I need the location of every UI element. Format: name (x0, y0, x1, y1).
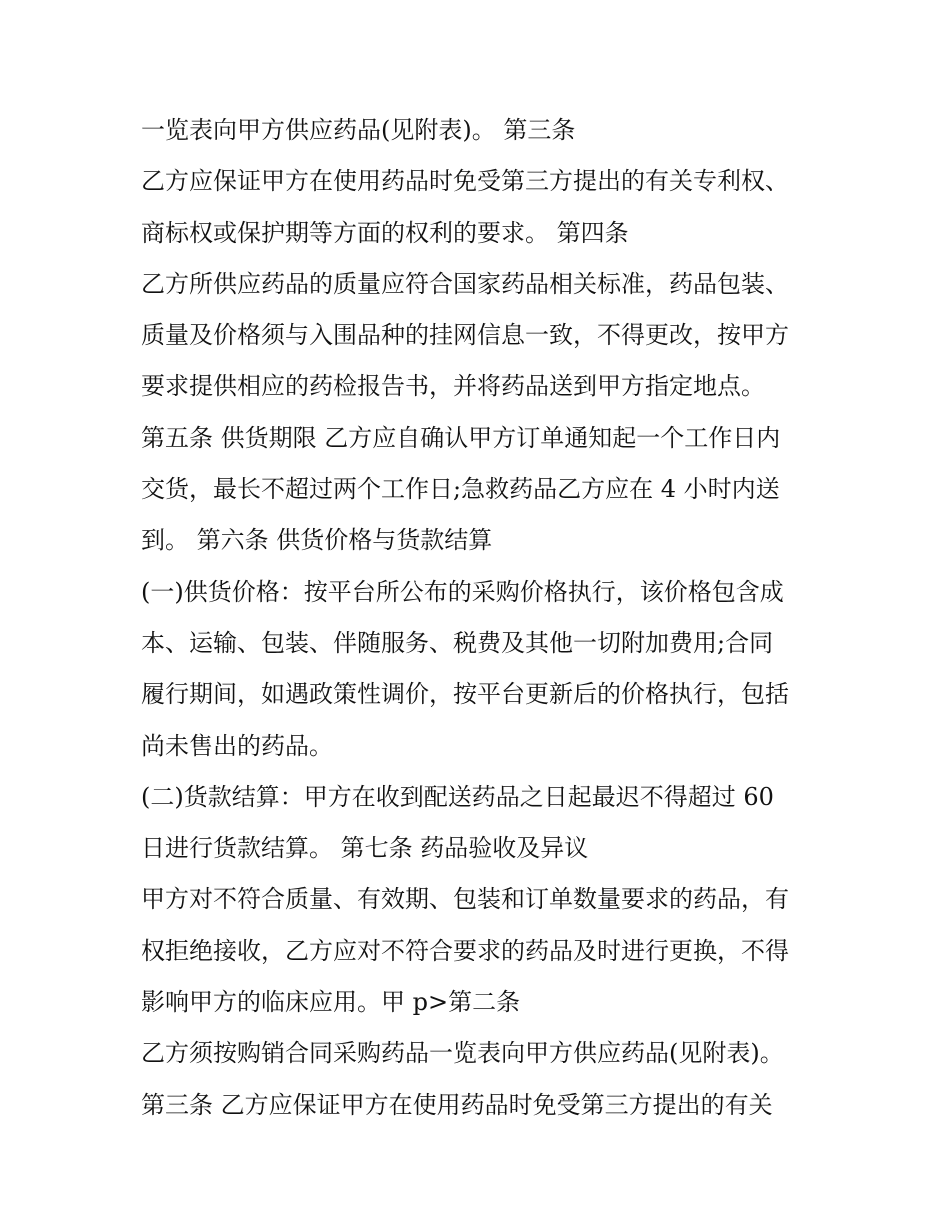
text-line: 要求提供相应的药检报告书，并将药品送到甲方指定地点。 (141, 372, 765, 401)
text-line: 甲方对不符合质量、有效期、包装和订单数量要求的药品，有 (141, 885, 789, 914)
text-line: 本、运输、包装、伴随服务、税费及其他一切附加费用;合同 (141, 628, 774, 657)
text-line: 第三条 乙方应保证甲方在使用药品时免受第三方提出的有关 (141, 1090, 773, 1119)
text-line: 履行期间，如遇政策性调价，按平台更新后的价格执行，包括 (141, 680, 789, 709)
document-body (141, 108, 841, 1134)
text-line: 质量及价格须与入围品种的挂网信息一致，不得更改，按甲方 (141, 321, 789, 350)
text-line: 尚未售出的药品。 (141, 731, 333, 760)
text-line: 商标权或保护期等方面的权利的要求。 第四条 (141, 218, 629, 247)
text-line: 权拒绝接收，乙方应对不符合要求的药品及时进行更换，不得 (141, 936, 789, 965)
text-line: 到。 第六条 供货价格与货款结算 (141, 526, 493, 555)
text-line: 乙方应保证甲方在使用药品时免受第三方提出的有关专利权、 (141, 167, 789, 196)
text-line: 乙方须按购销合同采购药品一览表向甲方供应药品(见附表)。 (141, 1039, 784, 1068)
text-line: 交货，最长不超过两个工作日;急救药品乙方应在 4 小时内送 (141, 475, 780, 504)
text-line: 一览表向甲方供应药品(见附表)。 第三条 (141, 116, 576, 144)
text-line: (二)货款结算：甲方在收到配送药品之日起最迟不得超过 60 (141, 782, 774, 811)
text-line: 影响甲方的临床应用。甲 p>第二条 (141, 988, 521, 1017)
text-line: (一)供货价格：按平台所公布的采购价格执行，该价格包含成 (141, 577, 784, 606)
text-line: 乙方所供应药品的质量应符合国家药品相关标准，药品包装、 (141, 269, 789, 298)
text-line: 日进行货款结算。 第七条 药品验收及异议 (141, 834, 589, 863)
text-line: 第五条 供货期限 乙方应自确认甲方订单通知起一个工作日内 (141, 423, 781, 452)
